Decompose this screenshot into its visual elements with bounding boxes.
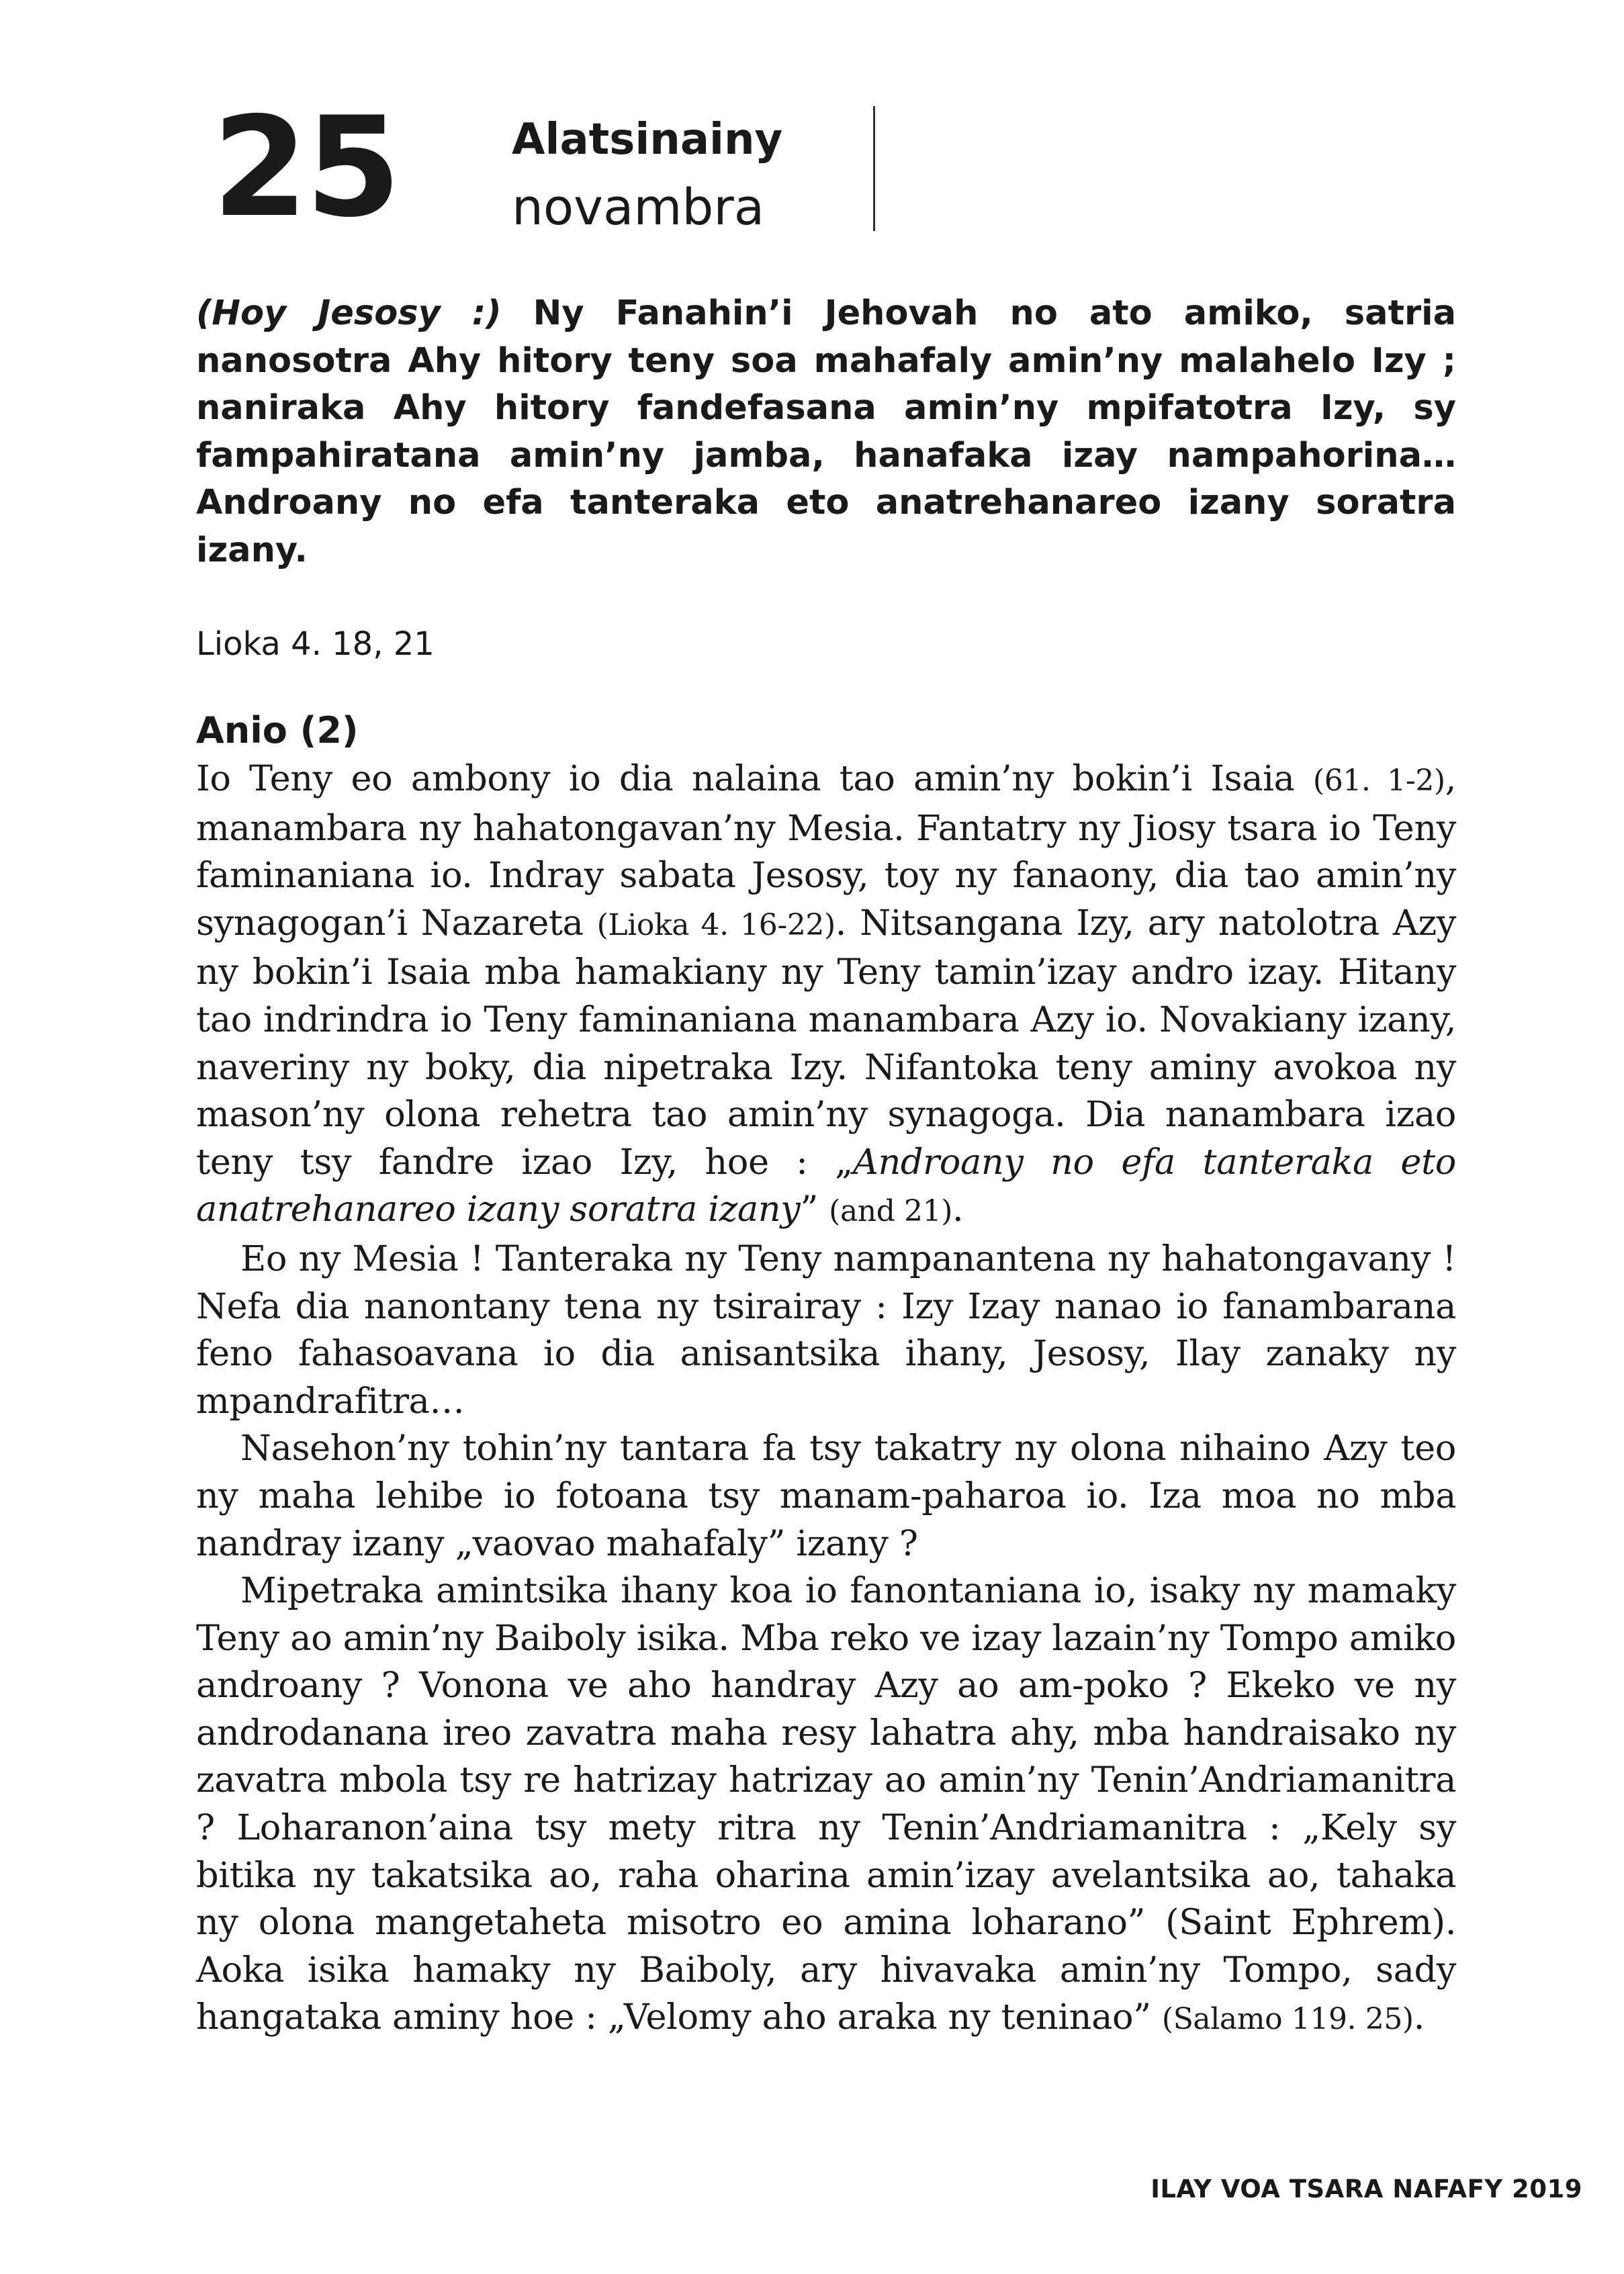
verse-speaker: (Hoy Jesosy :) bbox=[196, 293, 502, 333]
scripture-reference: (Lioka 4. 16-22) bbox=[596, 907, 836, 942]
quote-italic: Androany no efa tanteraka eto anatrehanareo izany soratra izany bbox=[196, 1141, 1457, 1230]
scripture-reference: (and 21) bbox=[829, 1194, 953, 1229]
paragraph-1-text-a: Io Teny eo ambony io dia nalaina tao amin’ny bokin’i Isaia bbox=[196, 758, 1313, 799]
footer-title: ILAY VOA TSARA NAFAFY 2019 bbox=[1151, 2175, 1582, 2203]
daily-verse bbox=[196, 290, 1456, 574]
weekday: Alatsinainy bbox=[512, 115, 783, 165]
paragraph-1-text-e: . bbox=[952, 1189, 964, 1230]
paragraph-2: Eo ny Mesia ! Tanteraka ny Teny nampanantena ny hahatongavany ! Nefa dia nanontany tena ny tsirairay : Izy Izay nanao io fanambarana feno fahasoavana io dia anisantsika ihany, Jesosy, Ilay zanaky ny mpandrafitra… bbox=[196, 1238, 1456, 1422]
paragraph-4-text-b: . bbox=[1413, 1997, 1425, 2038]
verse-text: Ny Fanahin’i Jehovah no ato amiko, satria nanosotra Ahy hitory teny soa mahafaly amin’ny malahelo Izy ; naniraka Ahy hitory fandefasana amin’ny mpifatotra Izy, sy fampahiratana amin’ny jamba, hanafaka izay nampahorina… Androany no efa tanteraka eto anatrehanareo izany soratra izany. bbox=[196, 293, 1456, 570]
day-number: 25 bbox=[212, 88, 399, 248]
paragraph-1-text-b: , manambara ny hahatongavan’ny Mesia. Fantatry ny Jiosy tsara io Teny faminaniana io. Indray sabata Jesosy, toy ny fanaony, dia tao amin’ny synagogan’i Nazareta bbox=[196, 758, 1456, 944]
scripture-reference: (61. 1-2) bbox=[1312, 764, 1445, 798]
section-title: Anio (2) bbox=[196, 709, 359, 752]
paragraph-1-text-c: . Nitsangana Izy, ary natolotra Azy ny bokin’i Isaia mba hamakiany ny Teny tamin’izay andro izay. Hitany tao indrindra io Teny faminaniana manambara Azy io. Novakiany izany, naveriny ny boky, dia nipetraka Izy. Nifantoka teny aminy avokoa ny mason’ny olona rehetra tao amin’ny synagoga. Dia nanambara izao teny tsy fandre izao Izy, hoe : „ bbox=[196, 902, 1456, 1183]
paragraph-4 bbox=[196, 1567, 1456, 2044]
scripture-reference: (Salamo 119. 25) bbox=[1161, 2002, 1414, 2037]
paragraph-4-text-a: Mipetraka amintsika ihany koa io fanontaniana io, isaky ny mamaky Teny ao amin’ny Baiboly isika. Mba reko ve izay lazain’ny Tompo amiko androany ? Vonona ve aho handray Azy ao am-poko ? Ekeko ve ny androdanana ireo zavatra maha resy lahatra ahy, mba handraisako ny zavatra mbola tsy re hatrizay hatrizay ao amin’ny Tenin’Andriamanitra ? Loharanon’aina tsy mety ritra ny Tenin’Andriamanitra : „Kely sy bitika ny takatsika ao, raha oharina amin’izay avelantsika ao, tahaka ny olona mangetaheta misotro eo amina loharano” (Saint Ephrem). Aoka isika hamaky ny Baiboly, ary hivavaka amin’ny Tompo, sady hangataka aminy hoe : „Velomy aho araka ny teninao” bbox=[196, 1570, 1456, 2038]
paragraph-3: Nasehon’ny tohin’ny tantara fa tsy takatry ny olona nihaino Azy teo ny maha lehibe io fotoana tsy manam-paharoa io. Iza moa no mba nandray izany „vaovao mahafaly” izany ? bbox=[196, 1428, 1456, 1564]
header-divider bbox=[873, 106, 875, 231]
verse-reference: Lioka 4. 18, 21 bbox=[196, 625, 435, 663]
meditation-text bbox=[196, 756, 1456, 2044]
paragraph-1-text-d: ” bbox=[800, 1189, 829, 1230]
paragraph-1 bbox=[196, 756, 1456, 1236]
month: novambra bbox=[512, 179, 765, 236]
